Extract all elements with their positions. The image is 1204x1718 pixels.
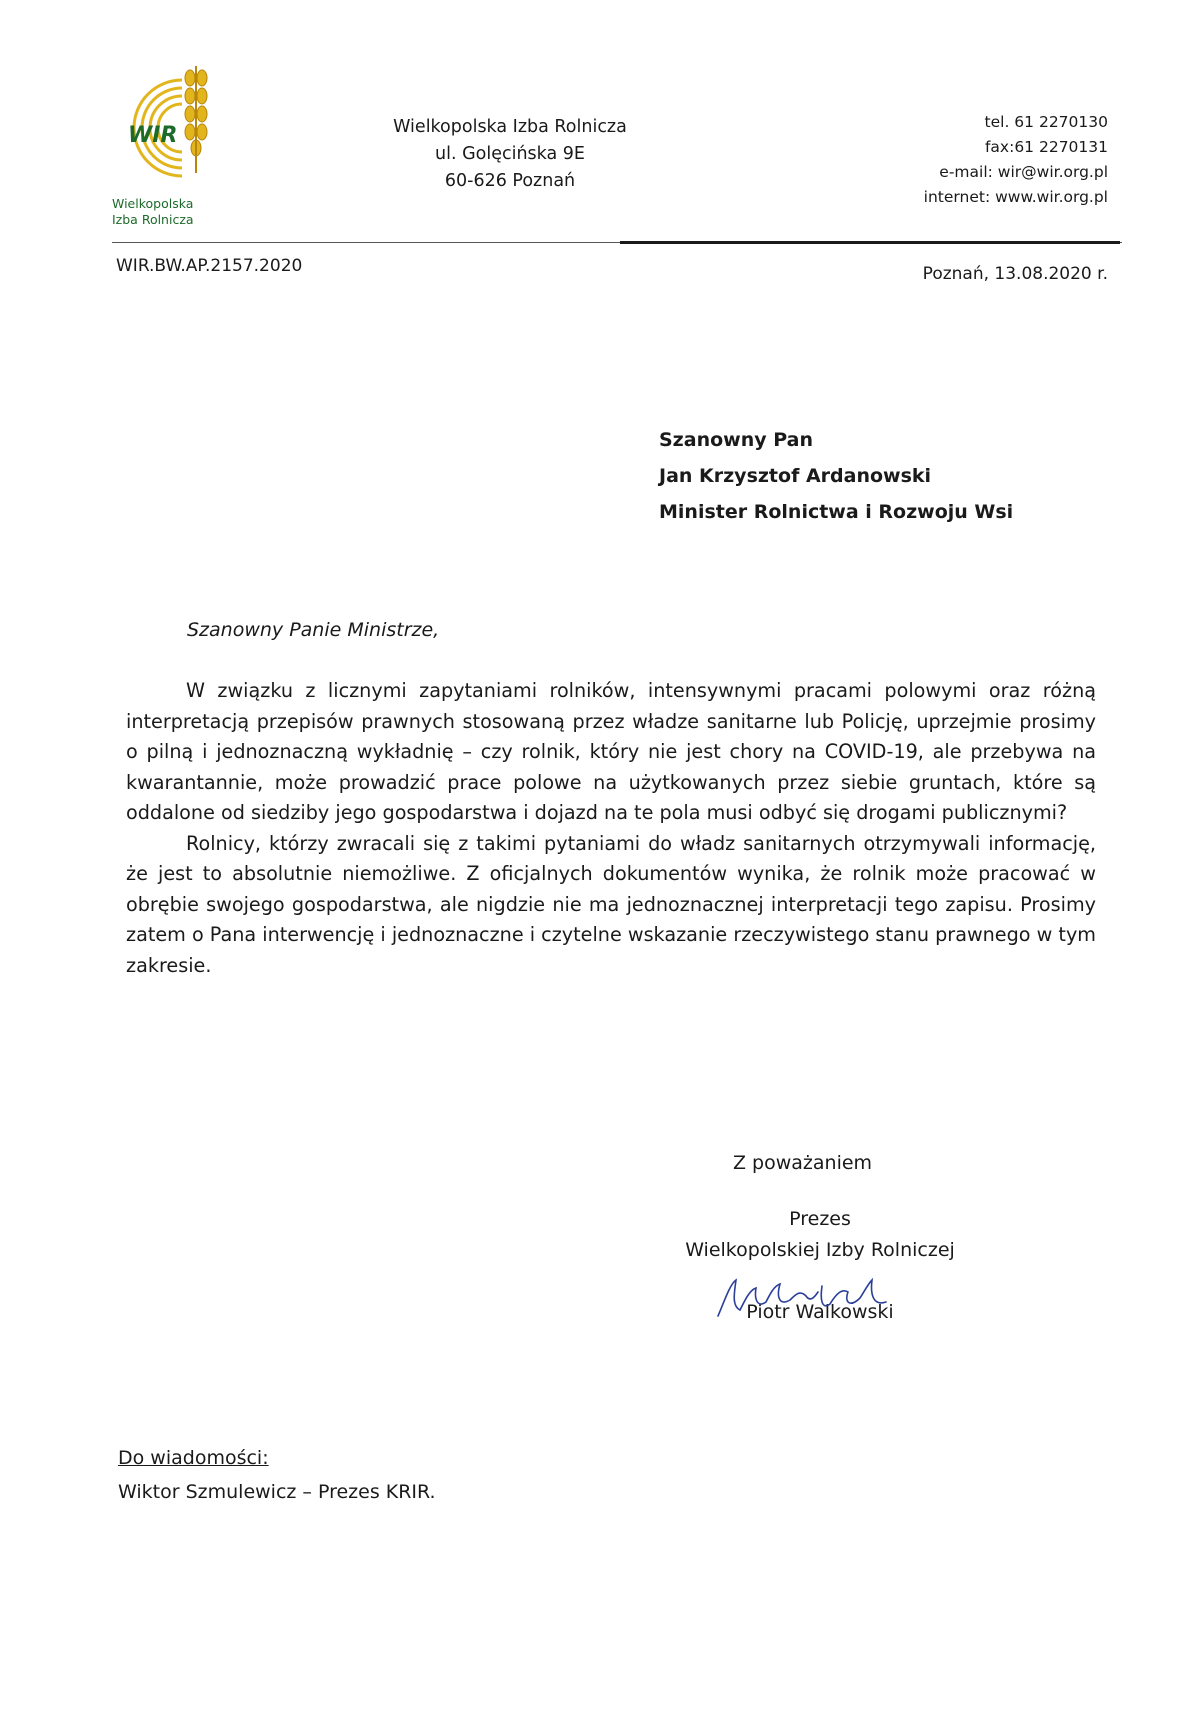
body-paragraph-1: W związku z licznymi zapytaniami rolników, intensywnymi pracami polowymi oraz różną interpretacją przepisów prawnych stosowaną przez władze sanitarne lub Policję, uprzejmie prosimy o pilną i jednoznaczną wykładnię – czy rolnik, który nie jest chory na COVID-19, ale przebywa na kwarantannie, może prowadzić prace polowe na użytkowanych przez siebie gruntach, które są oddalone od siedziby jego gospodarstwa i dojazd na te pola musi odbyć się drogami publicznymi?: [126, 679, 1096, 824]
reference-number: WIR.BW.AP.2157.2020: [116, 256, 303, 276]
header-divider-accent: [620, 241, 1120, 244]
signatory-title: Prezes: [789, 1208, 851, 1230]
org-address: [380, 114, 640, 195]
contact-fax: fax:61 2270131: [984, 138, 1108, 156]
letter-body: [126, 676, 1096, 981]
logo-caption-line1: Wielkopolska: [112, 196, 194, 211]
logo-mark-text: WIR: [128, 123, 178, 148]
org-street: ul. Golęcińska 9E: [435, 144, 585, 164]
body-paragraph-2: Rolnicy, którzy zwracali się z takimi pytaniami do władz sanitarnych otrzymywali informację, że jest to absolutnie niemożliwe. Z oficjalnych dokumentów wynika, że rolnik może pracować w obrębie swojego gospodarstwa, ale nigdzie nie ma jednoznacznej interpretacji tego zapisu. Prosimy zatem o Pana interwencję i jednoznaczne i czytelne wskazanie rzeczywistego stanu prawnego w tym zakresie.: [126, 831, 1096, 977]
signatory-organization: Wielkopolskiej Izby Rolniczej: [685, 1239, 955, 1261]
addressee-line1: Szanowny Pan: [659, 429, 813, 451]
letter-date: Poznań, 13.08.2020 r.: [922, 264, 1108, 284]
logo-caption-line2: Izba Rolnicza: [112, 212, 194, 227]
closing: Z poważaniem: [733, 1152, 873, 1174]
wheat-ear-icon: [185, 66, 207, 173]
signatory-name: Piotr Walkowski: [746, 1301, 894, 1323]
org-name: Wielkopolska Izba Rolnicza: [393, 117, 627, 137]
contact-block: [788, 110, 1108, 210]
contact-tel: tel. 61 2270130: [984, 113, 1108, 131]
org-city: 60-626 Poznań: [444, 171, 576, 191]
addressee-block: [659, 422, 1013, 530]
handwritten-signature: [710, 1272, 910, 1322]
cc-recipient: Wiktor Szmulewicz – Prezes KRIR.: [118, 1481, 436, 1503]
contact-internet: internet: www.wir.org.pl: [923, 188, 1108, 206]
addressee-line3: Minister Rolnictwa i Rozwoju Wsi: [659, 501, 1014, 523]
addressee-line2: Jan Krzysztof Ardanowski: [659, 465, 932, 487]
cc-label: Do wiadomości:: [118, 1447, 269, 1469]
contact-email: e-mail: wir@wir.org.pl: [939, 163, 1108, 181]
logo-caption: [112, 196, 252, 228]
salutation: Szanowny Panie Ministrze,: [187, 619, 440, 641]
